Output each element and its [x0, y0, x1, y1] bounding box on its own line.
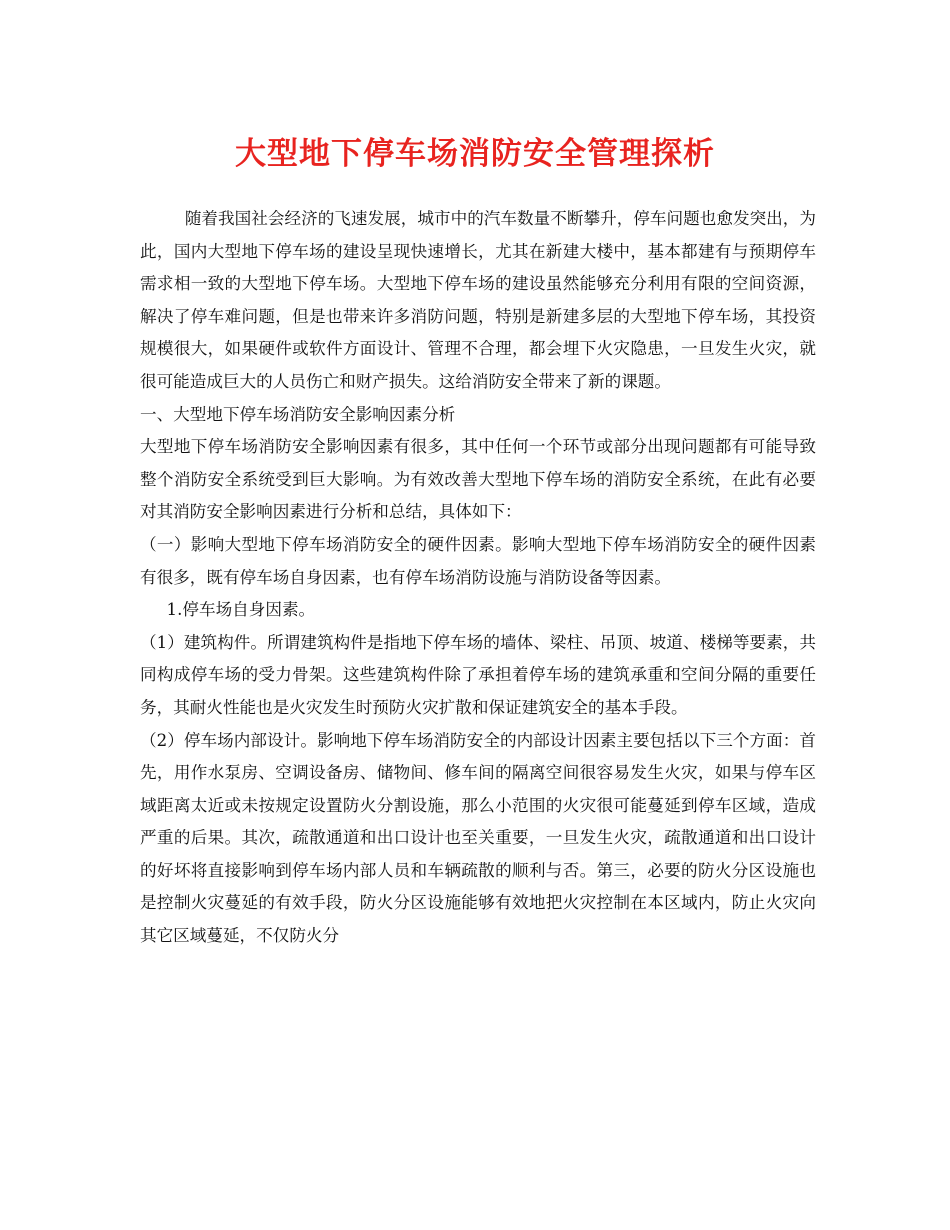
page-title: 大型地下停车场消防安全管理探析 [235, 136, 715, 172]
paragraph-internal-design: （2）停车场内部设计。影响地下停车场消防安全的内部设计因素主要包括以下三个方面：首先，用作水泵房、空调设备房、储物间、修车间的隔离空间很容易发生火灾，如果与停车区域距离太近或未按规定设置防火分割设施，那么小范围的火灾很可能蔓延到停车区域，造成严重的后果。其次，疏散通道和出口设计也至关重要，一旦发生火灾，疏散通道和出口设计的好坏将直接影响到停车场内部人员和车辆疏散的顺利与否。第三，必要的防火分区设施也是控制火灾蔓延的有效手段，防火分区设施能够有效地把火灾控制在本区域内，防止火灾向其它区域蔓延，不仅防火分 [140, 730, 816, 946]
paragraph-section-1: 大型地下停车场消防安全影响因素有很多，其中任何一个环节或部分出现问题都有可能导致整个消防安全系统受到巨大影响。为有效改善大型地下停车场的消防安全系统，在此有必要对其消防安全影响因素进行分析和总结，具体如下： [140, 437, 816, 522]
document-body [140, 203, 816, 953]
paragraph-intro: 随着我国社会经济的飞速发展，城市中的汽车数量不断攀升，停车问题也愈发突出，为此，国内大型地下停车场的建设呈现快速增长，尤其在新建大楼中，基本都建有与预期停车需求相一致的大型地下停车场。大型地下停车场的建设虽然能够充分利用有限的空间资源，解决了停车难问题，但是也带来许多消防问题，特别是新建多层的大型地下停车场，其投资规模很大，如果硬件或软件方面设计、管理不合理，都会埋下火灾隐患，一旦发生火灾，就很可能造成巨大的人员伤亡和财产损失。这给消防安全带来了新的课题。 [140, 209, 816, 391]
item-heading-1: 1.停车场自身因素。 [166, 600, 316, 620]
subsection-heading-hardware: （一）影响大型地下停车场消防安全的硬件因素。影响大型地下停车场消防安全的硬件因素有很多，既有停车场自身因素，也有停车场消防设施与消防设备等因素。 [140, 534, 816, 587]
paragraph-building-components: （1）建筑构件。所谓建筑构件是指地下停车场的墙体、梁柱、吊顶、坡道、楼梯等要素，共同构成停车场的受力骨架。这些建筑构件除了承担着停车场的建筑承重和空间分隔的重要任务，其耐火性能也是火灾发生时预防火灾扩散和保证建筑安全的基本手段。 [140, 632, 816, 717]
section-heading-1: 一、大型地下停车场消防安全影响因素分析 [140, 404, 456, 424]
